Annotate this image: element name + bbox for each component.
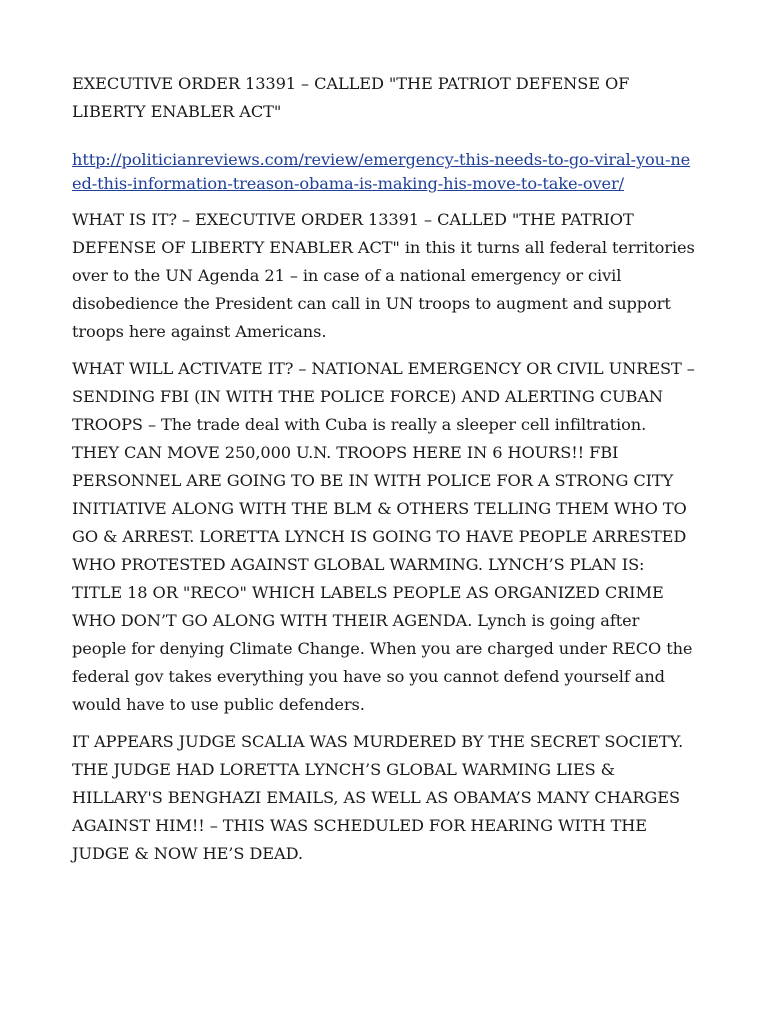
source-link[interactable]: http://politicianreviews.com/review/emergency-this-needs-to-go-viral-you-need-this-information-treason-obama-is-making-his-move-to-take-over/ (72, 150, 691, 193)
document-page (72, 70, 698, 868)
document-title: EXECUTIVE ORDER 13391 – CALLED "THE PATRIOT DEFENSE OF LIBERTY ENABLER ACT" (72, 74, 630, 121)
paragraph-judge-scalia: IT APPEARS JUDGE SCALIA WAS MURDERED BY THE SECRET SOCIETY. THE JUDGE HAD LORETTA LYNCH’S GLOBAL WARMING LIES & HILLARY'S BENGHAZI EMAILS, AS WELL AS OBAMA’S MANY CHARGES AGAINST HIM!! – THIS WAS SCHEDULED FOR HEARING WITH THE JUDGE & NOW HE’S DEAD. (72, 732, 684, 863)
paragraph-what-is-it: WHAT IS IT? – EXECUTIVE ORDER 13391 – CALLED "THE PATRIOT DEFENSE OF LIBERTY ENABLER ACT" in this it turns all federal territories over to the UN Agenda 21 – in case of a national emergency or civil disobedience the President can call in UN troops to augment and support troops here against Americans. (72, 210, 695, 341)
source-link-paragraph (72, 148, 698, 196)
paragraph-what-will-activate-it: WHAT WILL ACTIVATE IT? – NATIONAL EMERGENCY OR CIVIL UNREST – SENDING FBI (IN WITH THE POLICE FORCE) AND ALERTING CUBAN TROOPS – The trade deal with Cuba is really a sleeper cell infiltration. THEY CAN MOVE 250,000 U.N. TROOPS HERE IN 6 HOURS!! FBI PERSONNEL ARE GOING TO BE IN WITH POLICE FOR A STRONG CITY INITIATIVE ALONG WITH THE BLM & OTHERS TELLING THEM WHO TO GO & ARREST. LORETTA LYNCH IS GOING TO HAVE PEOPLE ARRESTED WHO PROTESTED AGAINST GLOBAL WARMING. LYNCH’S PLAN IS: TITLE 18 OR "RECO" WHICH LABELS PEOPLE AS ORGANIZED CRIME WHO DON’T GO ALONG WITH THEIR AGENDA. Lynch is going after people for denying Climate Change. When you are charged under RECO the federal gov takes everything you have so you cannot defend yourself and would have to use public defenders. (72, 359, 695, 714)
